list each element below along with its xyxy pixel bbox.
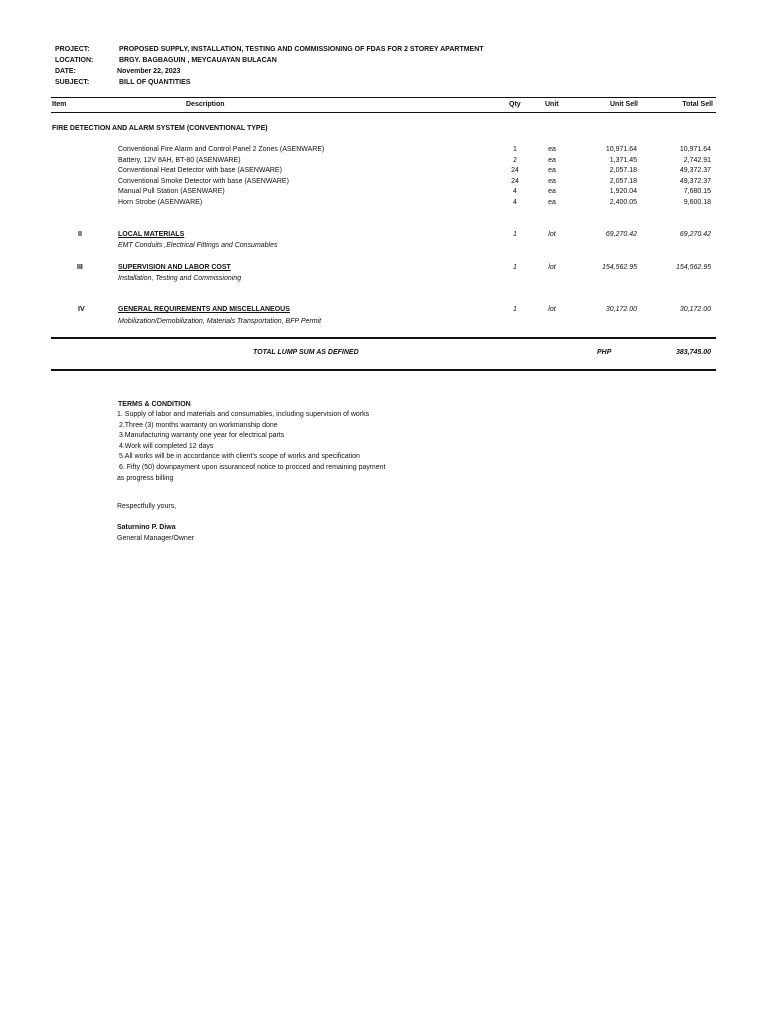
- terms-line: 4.Work will completed 12 days: [117, 443, 214, 450]
- group-item-number: IV: [78, 306, 85, 313]
- item-description: Conventional Heat Detector with base (ASENWARE): [118, 167, 282, 174]
- item-description: Conventional Smoke Detector with base (ASENWARE): [118, 178, 289, 185]
- signatory-position: General Manager/Owner: [117, 535, 195, 542]
- subject-value: BILL OF QUANTITIES: [119, 79, 191, 86]
- item-qty: 24: [511, 167, 519, 174]
- group-row: [0, 231, 768, 241]
- group-title: GENERAL REQUIREMENTS AND MISCELLANEOUS: [118, 306, 290, 313]
- location-label: LOCATION:: [55, 57, 94, 64]
- item-total-sell: 9,600.18: [683, 199, 711, 206]
- total-label: TOTAL LUMP SUM AS DEFINED: [253, 349, 359, 356]
- group-unit: lot: [548, 264, 556, 271]
- table-row: [0, 178, 768, 188]
- item-unit: ea: [548, 157, 556, 164]
- item-unit-sell: 2,400.05: [609, 199, 637, 206]
- table-row: [0, 146, 768, 156]
- closing-salutation: Respectfully yours,: [117, 503, 177, 510]
- table-row: [0, 188, 768, 198]
- signatory-name: Saturnino P. Diwa: [117, 524, 176, 531]
- item-qty: 4: [513, 199, 517, 206]
- total-value: 383,745.00: [675, 349, 711, 356]
- item-qty: 2: [513, 157, 517, 164]
- item-unit-sell: 2,057.18: [609, 178, 637, 185]
- date-label: DATE:: [55, 68, 76, 75]
- location-value: BRGY. BAGBAGUIN , MEYCAUAYAN BULACAN: [119, 57, 277, 64]
- item-qty: 24: [511, 178, 519, 185]
- group-row: [0, 264, 768, 274]
- group-unit: lot: [548, 231, 556, 238]
- total-top-rule: [51, 337, 716, 339]
- terms-line: as progress billing: [117, 475, 174, 482]
- item-total-sell: 10,971.64: [679, 146, 711, 153]
- project-value: PROPOSED SUPPLY, INSTALLATION, TESTING AND COMMISSIONING OF FDAS FOR 2 STOREY APARTMENT: [119, 46, 484, 53]
- group-subtitle: Mobilization/Demobilization, Materials Transportation, BFP Permit: [118, 318, 322, 325]
- column-header-row: [0, 101, 768, 111]
- group-total-sell: 30,172.00: [679, 306, 711, 313]
- group-item-number: III: [77, 264, 83, 271]
- item-qty: 4: [513, 188, 517, 195]
- group-total-sell: 154,562.95: [675, 264, 711, 271]
- table-top-rule: [51, 97, 716, 98]
- group-title: LOCAL MATERIALS: [118, 231, 185, 238]
- terms-line: 5.All works will be in accordance with client's scope of works and specification: [117, 453, 360, 460]
- group-subtitle: EMT Conduits ,Electrical Fittings and Consumables: [118, 242, 278, 249]
- table-header-rule: [51, 112, 716, 113]
- total-currency: PHP: [597, 349, 612, 356]
- item-total-sell: 49,372.37: [679, 167, 711, 174]
- terms-line: 6. Fifty (50) downpayment upon issuranceof notice to procced and remaining payment: [117, 464, 386, 471]
- item-total-sell: 7,680.15: [683, 188, 711, 195]
- group-subtitle: Installation, Testing and Commissioning: [118, 275, 242, 282]
- terms-line: 3.Manufacturing warranty one year for electrical parts: [117, 432, 285, 439]
- table-row: [0, 199, 768, 209]
- item-unit: ea: [548, 178, 556, 185]
- total-row: [0, 349, 768, 359]
- project-label: PROJECT:: [55, 46, 90, 53]
- item-unit-sell: 2,057.18: [609, 167, 637, 174]
- table-row: [0, 157, 768, 167]
- group-qty: 1: [513, 264, 517, 271]
- item-description: Battery, 12V 8AH, BT-80 (ASENWARE): [118, 157, 241, 164]
- item-unit-sell: 1,920.04: [609, 188, 637, 195]
- group-unit: lot: [548, 306, 556, 313]
- terms-line: 2.Three (3) months warranty on workmanship done: [117, 422, 278, 429]
- subject-label: SUBJECT:: [55, 79, 90, 86]
- group-row: [0, 306, 768, 316]
- section-title: FIRE DETECTION AND ALARM SYSTEM (CONVENTIONAL TYPE): [52, 125, 268, 132]
- terms-title: TERMS & CONDITION: [118, 401, 191, 408]
- date-value: November 22, 2023: [117, 68, 181, 75]
- col-unit-sell: Unit Sell: [609, 101, 638, 108]
- terms-line: 1. Supply of labor and materials and consumables, including supervision of works: [117, 411, 370, 418]
- group-total-sell: 69,270.42: [679, 231, 711, 238]
- item-unit: ea: [548, 167, 556, 174]
- item-total-sell: 2,742.91: [683, 157, 711, 164]
- item-unit: ea: [548, 199, 556, 206]
- col-item: Item: [52, 101, 67, 108]
- item-unit-sell: 1,371.45: [609, 157, 637, 164]
- table-row: [0, 167, 768, 177]
- col-qty: Qty: [509, 101, 521, 108]
- item-qty: 1: [513, 146, 517, 153]
- group-unit-sell: 154,562.95: [601, 264, 637, 271]
- group-unit-sell: 69,270.42: [605, 231, 637, 238]
- item-description: Manual Pull Station (ASENWARE): [118, 188, 225, 195]
- item-unit: ea: [548, 188, 556, 195]
- group-unit-sell: 30,172.00: [605, 306, 637, 313]
- col-total-sell: Total Sell: [682, 101, 713, 108]
- group-title: SUPERVISION AND LABOR COST: [118, 264, 231, 271]
- item-description: Conventional Fire Alarm and Control Panel 2 Zones (ASENWARE): [118, 146, 325, 153]
- col-unit: Unit: [545, 101, 559, 108]
- item-unit-sell: 10,971.64: [605, 146, 637, 153]
- group-qty: 1: [513, 306, 517, 313]
- item-total-sell: 49,372.37: [679, 178, 711, 185]
- item-unit: ea: [548, 146, 556, 153]
- col-description: Description: [186, 101, 225, 108]
- item-description: Horn Strobe (ASENWARE): [118, 199, 203, 206]
- group-qty: 1: [513, 231, 517, 238]
- group-item-number: II: [78, 231, 82, 238]
- total-bottom-rule: [51, 369, 716, 371]
